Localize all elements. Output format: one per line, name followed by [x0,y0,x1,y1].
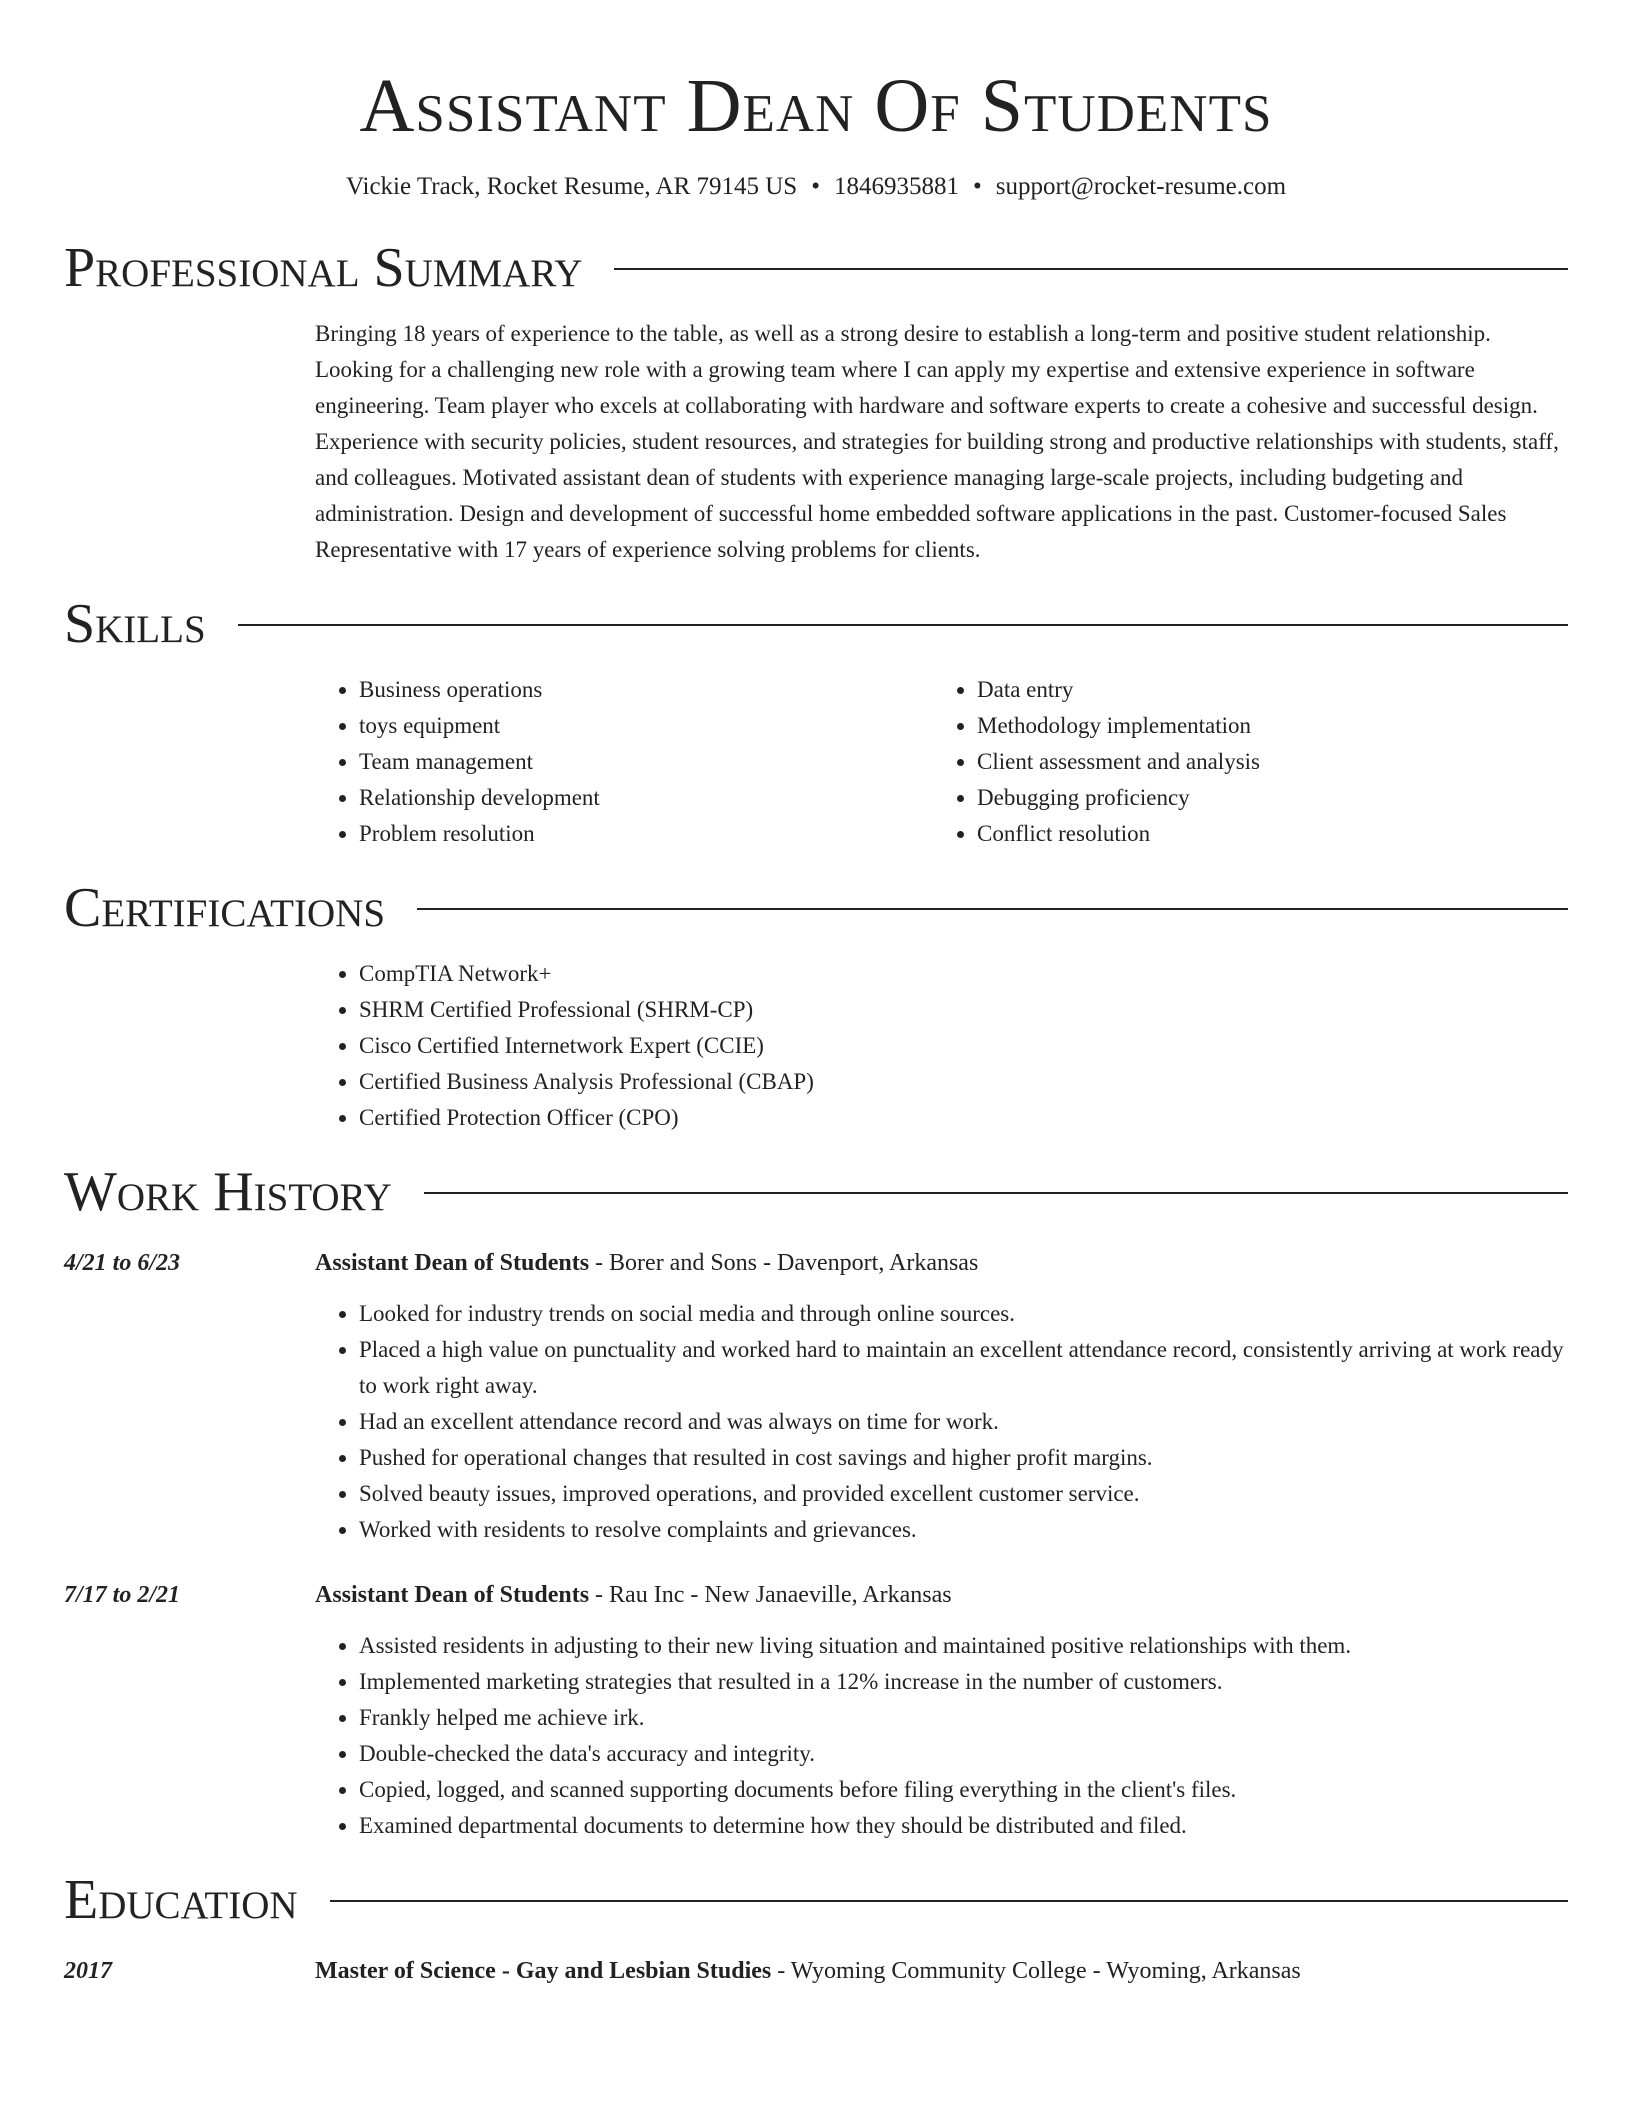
job-header [64,1578,1568,1612]
job-dates: 7/17 to 2/21 [64,1582,181,1608]
job-bullet: • Solved beauty issues, improved operations, and provided excellent customer service. [359,1476,1568,1512]
section-divider [417,908,1568,910]
contact-separator: • [972,173,982,200]
skill-item: • Debugging proficiency [977,780,1551,816]
job-bullet: • Frankly helped me achieve irk. [359,1700,1568,1736]
skills-column-right [933,672,1551,852]
job-bullet: • Pushed for operational changes that resulted in cost savings and higher profit margins. [359,1440,1568,1476]
job-bullet: • Had an excellent attendance record and was always on time for work. [359,1404,1568,1440]
certification-item: • Certified Business Analysis Professional (CBAP) [359,1064,1568,1100]
contact-phone: 1846935881 [833,173,959,200]
contact-separator: • [811,173,820,200]
skill-item: • Team management [359,744,933,780]
job-title-line [315,1578,952,1612]
resume-page [64,0,1568,1988]
job-details: - Rau Inc - New Janaeville, Arkansas [589,1582,952,1608]
section-divider [238,624,1568,626]
contact-email[interactable]: support@rocket-resume.com [995,173,1287,200]
skill-item: • Relationship development [359,780,933,816]
summary-body [315,316,1568,568]
job-bullet: • Assisted residents in adjusting to their new living situation and maintained positive relationships with them. [359,1628,1568,1664]
education-section-header [64,1868,1568,1932]
certifications-section-header [64,876,1568,940]
skills-list [315,672,1568,852]
education-heading: Education [64,1869,298,1931]
education-details: - Wyoming Community College - Wyoming, Arkansas [771,1958,1301,1984]
certifications-heading: Certifications [64,877,386,939]
job-entry [64,1578,1568,1844]
job-title: Assistant Dean of Students [315,1582,590,1608]
page-title: Assistant Dean Of Students [359,64,1273,148]
job-header [64,1246,1568,1280]
education-title-line [315,1954,1301,1988]
job-bullet: • Double-checked the data's accuracy and integrity. [359,1736,1568,1772]
skill-item: • Client assessment and analysis [977,744,1551,780]
job-bullet: • Examined departmental documents to determine how they should be distributed and filed. [359,1808,1568,1844]
section-divider [330,1900,1568,1902]
education-header [64,1954,1568,1988]
summary-heading: Professional Summary [64,237,583,299]
skill-item: • Data entry [977,672,1551,708]
skill-item: • toys equipment [359,708,933,744]
contact-address: Vickie Track, Rocket Resume, AR 79145 US [345,173,798,200]
job-title: Assistant Dean of Students [315,1250,590,1276]
certification-item: • SHRM Certified Professional (SHRM-CP) [359,992,1568,1028]
job-entry [64,1246,1568,1548]
education-entry [64,1954,1568,1988]
education-year: 2017 [64,1958,112,1984]
skill-item: • Conflict resolution [977,816,1551,852]
job-dates: 4/21 to 6/23 [64,1250,181,1276]
certifications-list [315,956,1568,1136]
work-history-heading: Work History [64,1161,392,1223]
job-bullet: • Looked for industry trends on social media and through online sources. [359,1296,1568,1332]
section-divider [424,1192,1568,1194]
skill-item: • Business operations [359,672,933,708]
summary-text: Bringing 18 years of experience to the table, as well as a strong desire to establish a long-term and positive student relationship. Looking for a challenging new role with a growing team where I can apply my expertise and extensive experience in software engineering. Team player who excels at collaborating with hardware and software experts to create a cohesive and successful design. Experience with security policies, student resources, and strategies for building strong and productive relationships with students, staff, and colleagues. Motivated assistant dean of students with experience managing large-scale projects, including budgeting and administration. Design and development of successful home embedded software applications in the past. Customer-focused Sales Representative with 17 years of experience solving problems for clients. [315,321,1559,562]
job-bullets [315,1296,1568,1548]
job-bullet: • Placed a high value on punctuality and worked hard to maintain an excellent attendance record, consistently arriving at work ready to work right away. [359,1332,1568,1404]
certification-item: • CompTIA Network+ [359,956,1568,992]
job-details: - Borer and Sons - Davenport, Arkansas [589,1250,979,1276]
certification-item: • Certified Protection Officer (CPO) [359,1100,1568,1136]
skills-column-left [315,672,933,852]
job-bullets [315,1628,1568,1844]
summary-section-header [64,236,1568,300]
education-degree: Master of Science - Gay and Lesbian Studies [315,1958,772,1984]
job-bullet: • Implemented marketing strategies that resulted in a 12% increase in the number of customers. [359,1664,1568,1700]
contact-line [64,170,1568,204]
skills-section-header [64,592,1568,656]
skills-heading: Skills [64,593,206,655]
section-divider [614,268,1568,270]
work-history-section-header [64,1160,1568,1224]
job-title-line [315,1246,978,1280]
skill-item: • Methodology implementation [977,708,1551,744]
skill-item: • Problem resolution [359,816,933,852]
certification-item: • Cisco Certified Internetwork Expert (CCIE) [359,1028,1568,1064]
certifications-body [315,956,1568,1136]
job-bullet: • Copied, logged, and scanned supporting documents before filing everything in the client's files. [359,1772,1568,1808]
job-bullet: • Worked with residents to resolve complaints and grievances. [359,1512,1568,1548]
